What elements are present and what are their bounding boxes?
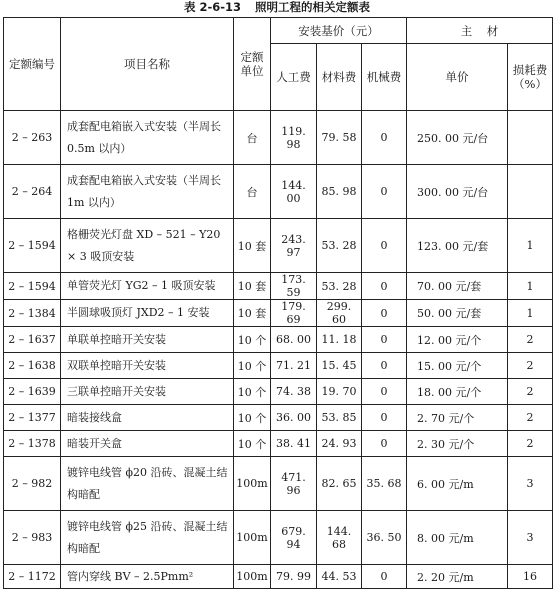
cell-name: 暗装接线盒 [61, 405, 234, 431]
cell-code: 2 – 263 [4, 111, 61, 165]
cell-loss-rate: 1 [508, 273, 553, 300]
table-row [4, 457, 553, 511]
table-row [4, 300, 553, 327]
cell-labor: 471. 96 [271, 457, 317, 511]
header-code: 定额编号 [4, 18, 61, 111]
cell-name: 半圆球吸顶灯 JXD2 – 1 安装 [61, 300, 234, 327]
cell-material: 53. 28 [317, 219, 362, 273]
cell-machine: 0 [362, 353, 407, 379]
cell-loss-rate [508, 165, 553, 219]
header-unit-price: 单价 [407, 44, 508, 111]
table-title: 照明工程的相关定额表 [255, 0, 371, 14]
cell-unit: 10 套 [234, 219, 271, 273]
cell-code: 2 – 983 [4, 511, 61, 565]
cell-labor: 679. 94 [271, 511, 317, 565]
cell-name: 双联单控暗开关安装 [61, 353, 234, 379]
cell-labor: 243. 97 [271, 219, 317, 273]
cell-name: 暗装开关盒 [61, 431, 234, 457]
cell-loss-rate: 2 [508, 405, 553, 431]
cell-unit: 台 [234, 165, 271, 219]
cell-labor: 79. 99 [271, 565, 317, 589]
table-row [4, 405, 553, 431]
cell-code: 2 – 982 [4, 457, 61, 511]
header-unit: 定额单位 [234, 18, 271, 111]
cell-code: 2 – 1594 [4, 219, 61, 273]
cell-material: 53. 85 [317, 405, 362, 431]
table-caption [0, 0, 554, 18]
cell-unit-price: 300. 00 元/台 [407, 165, 508, 219]
cell-machine: 0 [362, 111, 407, 165]
table-row [4, 353, 553, 379]
cell-unit-price: 12. 00 元/个 [407, 327, 508, 353]
cell-unit: 100m [234, 511, 271, 565]
cell-machine: 0 [362, 379, 407, 405]
header-material: 材料费 [317, 44, 362, 111]
cell-unit: 10 个 [234, 405, 271, 431]
table-row [4, 165, 553, 219]
header-machine: 机械费 [362, 44, 407, 111]
cell-material: 299. 60 [317, 300, 362, 327]
cell-unit-price: 2. 20 元/m [407, 565, 508, 589]
cell-code: 2 – 1377 [4, 405, 61, 431]
cell-labor: 38. 41 [271, 431, 317, 457]
cell-material: 53. 28 [317, 273, 362, 300]
header-main-material: 主 材 [407, 18, 553, 44]
cell-code: 2 – 1639 [4, 379, 61, 405]
cell-loss-rate: 3 [508, 457, 553, 511]
cell-loss-rate: 3 [508, 511, 553, 565]
cell-material: 85. 98 [317, 165, 362, 219]
table-row [4, 379, 553, 405]
cell-material: 144. 68 [317, 511, 362, 565]
cell-unit-price: 18. 00 元/个 [407, 379, 508, 405]
cell-code: 2 – 1378 [4, 431, 61, 457]
cell-material: 82. 65 [317, 457, 362, 511]
table-row [4, 327, 553, 353]
table-row [4, 511, 553, 565]
cell-material: 11. 18 [317, 327, 362, 353]
cell-code: 2 – 1637 [4, 327, 61, 353]
cell-machine: 35. 68 [362, 457, 407, 511]
cell-loss-rate: 2 [508, 431, 553, 457]
cell-machine: 0 [362, 273, 407, 300]
table-row [4, 111, 553, 165]
cell-loss-rate: 1 [508, 300, 553, 327]
cell-loss-rate: 2 [508, 379, 553, 405]
table-number: 表 2-6-13 [183, 0, 242, 14]
cell-machine: 0 [362, 431, 407, 457]
cell-machine: 36. 50 [362, 511, 407, 565]
cell-name: 镀锌电线管 ϕ20 沿砖、混凝土结构暗配 [61, 457, 234, 511]
cell-labor: 71. 21 [271, 353, 317, 379]
cell-name: 三联单控暗开关安装 [61, 379, 234, 405]
table-row [4, 431, 553, 457]
cell-loss-rate: 16 [508, 565, 553, 589]
cell-name: 成套配电箱嵌入式安装（半周长 1m 以内） [61, 165, 234, 219]
cell-unit-price: 70. 00 元/套 [407, 273, 508, 300]
cell-unit: 10 个 [234, 379, 271, 405]
cell-unit: 10 个 [234, 431, 271, 457]
cell-material: 15. 45 [317, 353, 362, 379]
cell-unit-price: 250. 00 元/台 [407, 111, 508, 165]
cell-machine: 0 [362, 300, 407, 327]
cell-name: 格栅荧光灯盘 XD – 521 – Y20 × 3 吸顶安装 [61, 219, 234, 273]
cell-loss-rate: 2 [508, 353, 553, 379]
header-base-price: 安装基价（元） [271, 18, 407, 44]
cell-unit: 台 [234, 111, 271, 165]
cell-machine: 0 [362, 565, 407, 589]
cell-machine: 0 [362, 219, 407, 273]
cell-loss-rate [508, 111, 553, 165]
table-row [4, 565, 553, 589]
cell-name: 单管荧光灯 YG2 – 1 吸顶安装 [61, 273, 234, 300]
cell-code: 2 – 1594 [4, 273, 61, 300]
cell-code: 2 – 1638 [4, 353, 61, 379]
header-name: 项目名称 [61, 18, 234, 111]
cell-labor: 36. 00 [271, 405, 317, 431]
cell-unit: 10 个 [234, 327, 271, 353]
cell-labor: 68. 00 [271, 327, 317, 353]
header-labor: 人工费 [271, 44, 317, 111]
cell-unit-price: 8. 00 元/m [407, 511, 508, 565]
cell-name: 成套配电箱嵌入式安装（半周长 0.5m 以内） [61, 111, 234, 165]
cell-unit-price: 50. 00 元/套 [407, 300, 508, 327]
cell-labor: 179. 69 [271, 300, 317, 327]
cell-loss-rate: 1 [508, 219, 553, 273]
cell-unit-price: 123. 00 元/套 [407, 219, 508, 273]
header-loss-rate: 损耗费（%） [508, 44, 553, 111]
cell-name: 单联单控暗开关安装 [61, 327, 234, 353]
cell-labor: 74. 38 [271, 379, 317, 405]
cell-name: 镀锌电线管 ϕ25 沿砖、混凝土结构暗配 [61, 511, 234, 565]
cell-labor: 173. 59 [271, 273, 317, 300]
cell-code: 2 – 1384 [4, 300, 61, 327]
cell-machine: 0 [362, 327, 407, 353]
cell-loss-rate: 2 [508, 327, 553, 353]
cell-material: 44. 53 [317, 565, 362, 589]
cell-labor: 119. 98 [271, 111, 317, 165]
table-row [4, 273, 553, 300]
cell-unit-price: 6. 00 元/m [407, 457, 508, 511]
cell-material: 79. 58 [317, 111, 362, 165]
cell-unit: 100m [234, 565, 271, 589]
table-body [4, 111, 553, 589]
quota-table [3, 17, 553, 589]
cell-unit: 100m [234, 457, 271, 511]
cell-material: 19. 70 [317, 379, 362, 405]
cell-material: 24. 93 [317, 431, 362, 457]
cell-unit: 10 个 [234, 353, 271, 379]
cell-machine: 0 [362, 165, 407, 219]
cell-unit-price: 2. 30 元/个 [407, 431, 508, 457]
header-row-1 [4, 18, 553, 44]
cell-labor: 144. 00 [271, 165, 317, 219]
cell-code: 2 – 1172 [4, 565, 61, 589]
cell-name: 管内穿线 BV – 2.5Pmm² [61, 565, 234, 589]
cell-code: 2 – 264 [4, 165, 61, 219]
cell-machine: 0 [362, 405, 407, 431]
cell-unit-price: 15. 00 元/个 [407, 353, 508, 379]
table-row [4, 219, 553, 273]
cell-unit: 10 套 [234, 300, 271, 327]
cell-unit-price: 2. 70 元/个 [407, 405, 508, 431]
cell-unit: 10 套 [234, 273, 271, 300]
